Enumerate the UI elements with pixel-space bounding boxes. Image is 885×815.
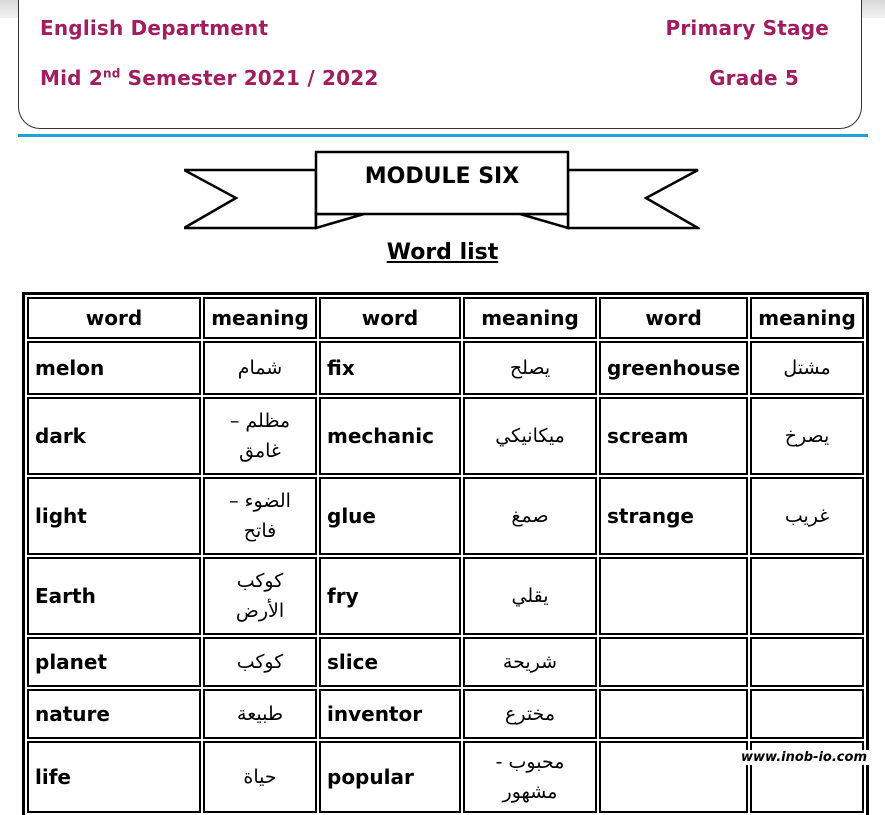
department-label: English Department <box>40 16 269 40</box>
ribbon-banner <box>184 148 700 236</box>
ribbon-right-tail <box>568 170 698 228</box>
word-list-heading: Word list <box>386 240 499 265</box>
word-cell: fix <box>319 341 461 395</box>
table-header-row <box>27 297 864 339</box>
blue-divider <box>18 134 868 137</box>
word-cell: dark <box>27 397 201 475</box>
word-cell: melon <box>27 341 201 395</box>
meaning-cell: مظلم – غامق <box>203 397 317 475</box>
meaning-cell: الضوء – فاتح <box>203 477 317 555</box>
meaning-cell: يصلح <box>463 341 597 395</box>
meaning-cell: كوكب الأرض <box>203 557 317 635</box>
header-meaning-2: meaning <box>463 297 597 339</box>
meaning-cell: شمام <box>203 341 317 395</box>
word-cell: glue <box>319 477 461 555</box>
word-table <box>22 292 869 815</box>
word-cell: planet <box>27 637 201 687</box>
word-cell: life <box>27 741 201 813</box>
meaning-cell <box>750 637 864 687</box>
word-cell: scream <box>599 397 748 475</box>
ribbon-right-fold <box>520 214 568 228</box>
ribbon-left-fold <box>316 214 364 228</box>
table-row <box>27 637 864 687</box>
word-cell <box>599 741 748 813</box>
word-cell: greenhouse <box>599 341 748 395</box>
meaning-cell <box>750 557 864 635</box>
meaning-cell: حياة <box>203 741 317 813</box>
header-word-1: word <box>27 297 201 339</box>
word-cell: mechanic <box>319 397 461 475</box>
word-cell: Earth <box>27 557 201 635</box>
meaning-cell: طبيعة <box>203 689 317 739</box>
word-cell: inventor <box>319 689 461 739</box>
meaning-cell <box>750 689 864 739</box>
meaning-cell: كوكب <box>203 637 317 687</box>
word-cell: fry <box>319 557 461 635</box>
meaning-cell: يصرخ <box>750 397 864 475</box>
table-row <box>27 397 864 475</box>
meaning-cell: ميكانيكي <box>463 397 597 475</box>
word-cell: strange <box>599 477 748 555</box>
header-meaning-3: meaning <box>750 297 864 339</box>
header-word-3: word <box>599 297 748 339</box>
word-cell: popular <box>319 741 461 813</box>
meaning-cell: محبوب - مشهور <box>463 741 597 813</box>
meaning-cell: غريب <box>750 477 864 555</box>
module-title: MODULE SIX <box>364 164 520 189</box>
word-cell <box>599 637 748 687</box>
word-cell <box>599 557 748 635</box>
meaning-cell: مخترع <box>463 689 597 739</box>
ribbon-left-tail <box>184 170 316 228</box>
grade-label: Grade 5 <box>709 66 799 90</box>
stage-label: Primary Stage <box>665 16 829 40</box>
word-cell: light <box>27 477 201 555</box>
table-row <box>27 341 864 395</box>
word-cell: nature <box>27 689 201 739</box>
table-row <box>27 689 864 739</box>
meaning-cell: يقلي <box>463 557 597 635</box>
meaning-cell: مشتل <box>750 341 864 395</box>
meaning-cell: شريحة <box>463 637 597 687</box>
header-word-2: word <box>319 297 461 339</box>
table-row <box>27 557 864 635</box>
word-cell <box>599 689 748 739</box>
meaning-cell: صمغ <box>463 477 597 555</box>
header-meaning-1: meaning <box>203 297 317 339</box>
table-row <box>27 477 864 555</box>
semester-label: Mid 2nd Semester 2021 / 2022 <box>40 66 379 90</box>
word-cell: slice <box>319 637 461 687</box>
watermark-url: www.inob-io.com <box>741 750 867 765</box>
